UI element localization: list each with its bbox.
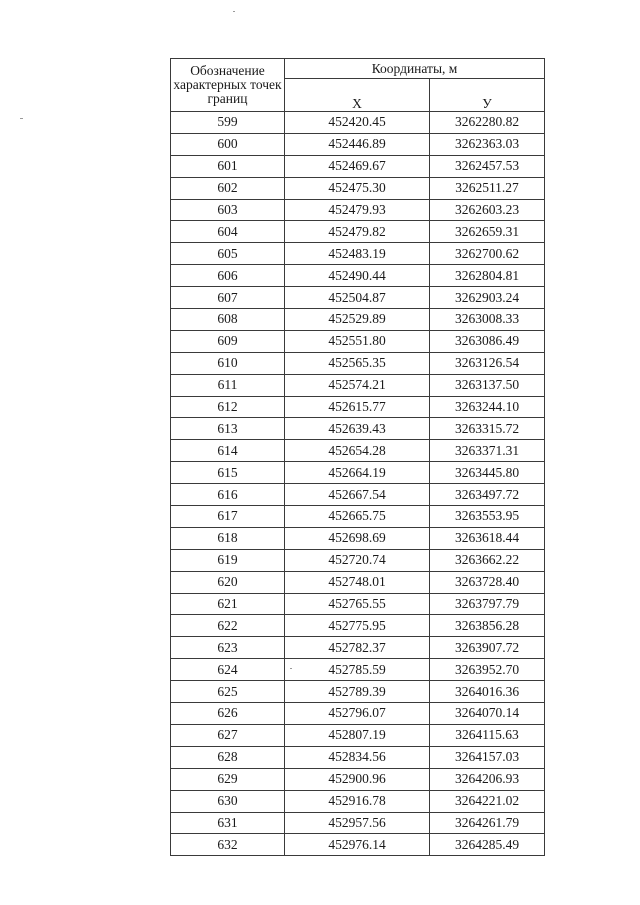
cell-point: 616 [171, 484, 285, 506]
cell-y: 3262363.03 [430, 133, 545, 155]
table-row [171, 812, 545, 834]
cell-point: 630 [171, 790, 285, 812]
cell-y: 3263371.31 [430, 440, 545, 462]
cell-x: 452698.69 [285, 527, 430, 549]
cell-x: 452479.93 [285, 199, 430, 221]
table-row [171, 440, 545, 462]
scan-speck [20, 118, 23, 119]
table-header [171, 59, 545, 112]
cell-y: 3262903.24 [430, 287, 545, 309]
cell-point: 631 [171, 812, 285, 834]
cell-x: 452504.87 [285, 287, 430, 309]
scan-speck [233, 11, 235, 12]
cell-point: 620 [171, 571, 285, 593]
cell-x: 452976.14 [285, 834, 430, 856]
header-coordinates: Координаты, м [285, 59, 545, 79]
cell-y: 3262603.23 [430, 199, 545, 221]
cell-y: 3262659.31 [430, 221, 545, 243]
table-row [171, 462, 545, 484]
cell-point: 629 [171, 768, 285, 790]
cell-y: 3263126.54 [430, 352, 545, 374]
cell-x: 452900.96 [285, 768, 430, 790]
cell-y: 3263907.72 [430, 637, 545, 659]
table-row [171, 724, 545, 746]
cell-y: 3264016.36 [430, 681, 545, 703]
cell-point: 610 [171, 352, 285, 374]
cell-y: 3264070.14 [430, 703, 545, 725]
cell-y: 3263137.50 [430, 374, 545, 396]
cell-y: 3264115.63 [430, 724, 545, 746]
table-row [171, 287, 545, 309]
table-row [171, 593, 545, 615]
table-row [171, 549, 545, 571]
cell-point: 627 [171, 724, 285, 746]
table-row [171, 265, 545, 287]
cell-y: 3263728.40 [430, 571, 545, 593]
cell-y: 3262280.82 [430, 112, 545, 134]
cell-x: 452796.07 [285, 703, 430, 725]
cell-y: 3263662.22 [430, 549, 545, 571]
cell-point: 604 [171, 221, 285, 243]
cell-x: 452720.74 [285, 549, 430, 571]
header-y: У [430, 79, 545, 112]
table-row [171, 768, 545, 790]
table-row [171, 746, 545, 768]
cell-point: 606 [171, 265, 285, 287]
cell-x: 452420.45 [285, 112, 430, 134]
cell-x: 452834.56 [285, 746, 430, 768]
table-row [171, 571, 545, 593]
table-row [171, 243, 545, 265]
cell-point: 624 [171, 659, 285, 681]
cell-x: 452789.39 [285, 681, 430, 703]
cell-y: 3263952.70 [430, 659, 545, 681]
cell-x: 452475.30 [285, 177, 430, 199]
cell-point: 622 [171, 615, 285, 637]
cell-y: 3262804.81 [430, 265, 545, 287]
cell-y: 3262511.27 [430, 177, 545, 199]
cell-point: 618 [171, 527, 285, 549]
cell-y: 3263008.33 [430, 309, 545, 331]
cell-x: 452490.44 [285, 265, 430, 287]
cell-point: 601 [171, 155, 285, 177]
cell-point: 602 [171, 177, 285, 199]
cell-y: 3262700.62 [430, 243, 545, 265]
cell-y: 3263553.95 [430, 506, 545, 528]
table-row [171, 112, 545, 134]
cell-x: 452664.19 [285, 462, 430, 484]
cell-point: 609 [171, 330, 285, 352]
cell-y: 3262457.53 [430, 155, 545, 177]
cell-point: 615 [171, 462, 285, 484]
cell-x: 452483.19 [285, 243, 430, 265]
table-row [171, 418, 545, 440]
cell-x: 452916.78 [285, 790, 430, 812]
cell-point: 607 [171, 287, 285, 309]
table-row [171, 615, 545, 637]
cell-x: 452665.75 [285, 506, 430, 528]
table-row [171, 155, 545, 177]
header-x: X [285, 79, 430, 112]
cell-x: 452574.21 [285, 374, 430, 396]
cell-y: 3264206.93 [430, 768, 545, 790]
cell-point: 613 [171, 418, 285, 440]
cell-y: 3264221.02 [430, 790, 545, 812]
cell-x: 452446.89 [285, 133, 430, 155]
cell-point: 623 [171, 637, 285, 659]
cell-point: 614 [171, 440, 285, 462]
table-row [171, 133, 545, 155]
cell-point: 603 [171, 199, 285, 221]
table-row [171, 309, 545, 331]
cell-x: 452807.19 [285, 724, 430, 746]
cell-x: 452551.80 [285, 330, 430, 352]
cell-y: 3263315.72 [430, 418, 545, 440]
table-row [171, 352, 545, 374]
cell-x: 452765.55 [285, 593, 430, 615]
cell-point: 599 [171, 112, 285, 134]
cell-y: 3263086.49 [430, 330, 545, 352]
cell-y: 3263497.72 [430, 484, 545, 506]
header-point-designation: Обозначение характерных точек границ [171, 59, 285, 112]
table-row [171, 637, 545, 659]
table-row [171, 177, 545, 199]
cell-x: 452615.77 [285, 396, 430, 418]
cell-y: 3263244.10 [430, 396, 545, 418]
cell-point: 625 [171, 681, 285, 703]
cell-y: 3264261.79 [430, 812, 545, 834]
table-row [171, 659, 545, 681]
table-row [171, 790, 545, 812]
table-row [171, 484, 545, 506]
cell-point: 619 [171, 549, 285, 571]
cell-point: 612 [171, 396, 285, 418]
cell-y: 3263797.79 [430, 593, 545, 615]
table-row [171, 396, 545, 418]
cell-x: 452529.89 [285, 309, 430, 331]
cell-point: 608 [171, 309, 285, 331]
cell-y: 3263856.28 [430, 615, 545, 637]
cell-y: 3264157.03 [430, 746, 545, 768]
cell-point: 626 [171, 703, 285, 725]
cell-x: 452957.56 [285, 812, 430, 834]
table-row [171, 506, 545, 528]
coordinates-table [170, 58, 545, 856]
cell-y: 3264285.49 [430, 834, 545, 856]
cell-point: 611 [171, 374, 285, 396]
cell-point: 605 [171, 243, 285, 265]
table-body [171, 112, 545, 856]
table-row [171, 199, 545, 221]
cell-x: 452565.35 [285, 352, 430, 374]
cell-point: 600 [171, 133, 285, 155]
table-row [171, 681, 545, 703]
cell-x: 452775.95 [285, 615, 430, 637]
table-row [171, 703, 545, 725]
cell-y: 3263445.80 [430, 462, 545, 484]
cell-x: 452785.59 [285, 659, 430, 681]
table-row [171, 527, 545, 549]
cell-x: 452667.54 [285, 484, 430, 506]
table-row [171, 330, 545, 352]
table-row [171, 221, 545, 243]
cell-x: 452782.37 [285, 637, 430, 659]
cell-x: 452639.43 [285, 418, 430, 440]
cell-y: 3263618.44 [430, 527, 545, 549]
table-row [171, 834, 545, 856]
cell-x: 452479.82 [285, 221, 430, 243]
cell-point: 632 [171, 834, 285, 856]
cell-x: 452654.28 [285, 440, 430, 462]
cell-x: 452469.67 [285, 155, 430, 177]
cell-point: 628 [171, 746, 285, 768]
cell-x: 452748.01 [285, 571, 430, 593]
cell-point: 617 [171, 506, 285, 528]
table-row [171, 374, 545, 396]
cell-point: 621 [171, 593, 285, 615]
